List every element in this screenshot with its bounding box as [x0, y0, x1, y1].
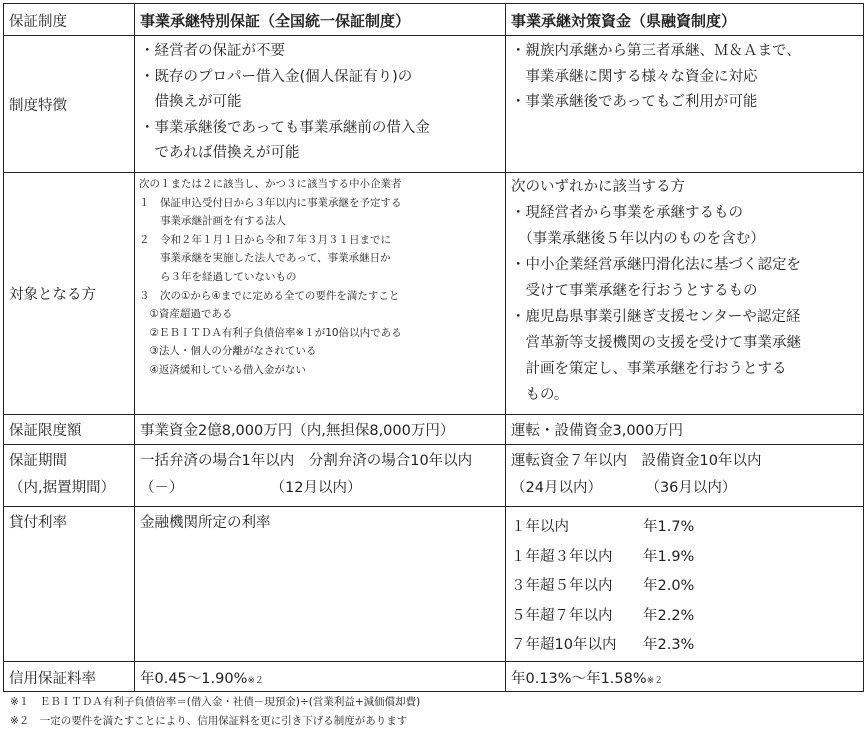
features-special-line: ・事業承継後であっても事業承継前の借入金	[140, 119, 430, 136]
rate-item: １年超３年以内 年1.9%	[511, 548, 695, 565]
target-prefecture-line: もの。	[511, 387, 569, 403]
features-special-line: ・既存のプロパー借入金(個人保証有り)の	[140, 68, 413, 85]
limit-row	[4, 415, 864, 445]
target-special-line: ③法人・個人の分離がなされている	[139, 345, 317, 358]
features-label: 制度特徴	[4, 36, 135, 173]
header-row	[4, 4, 864, 36]
rate-prefecture	[506, 507, 864, 662]
features-prefecture-line: ・事業承継後であってもご利用が可能	[511, 94, 758, 110]
target-special-line: ①資産超過である	[139, 308, 233, 321]
period-prefecture	[506, 445, 864, 507]
rate-item: １年以内 年1.7%	[511, 519, 695, 535]
target-prefecture-line: 受けて事業承継を行おうとするもの	[511, 283, 758, 299]
features-special-line: 借換えが可能	[140, 94, 242, 110]
fee-special-value: 年0.45～1.90%	[140, 670, 248, 687]
target-special-line: ④返済緩和している借入金がない	[139, 363, 306, 376]
features-prefecture-line: 事業承継に関する様々な資金に対応	[511, 68, 758, 85]
fee-prefecture-value: 年0.13%～年1.58%	[511, 670, 647, 687]
target-special-line: ②ＥＢＩＴＤＡ有利子負債倍率※１が10倍以内である	[139, 326, 402, 339]
features-prefecture-line: ・親族内承継から第三者承継、Ｍ＆Ａまで、	[511, 43, 801, 59]
rate-item: ７年超10年以内 年2.3%	[511, 637, 695, 653]
header-prefecture-fund: 事業承継対策資金（県融資制度）	[506, 4, 864, 36]
target-prefecture-line: 次のいずれかに該当する方	[511, 179, 685, 195]
target-row	[4, 173, 864, 415]
features-prefecture	[506, 36, 864, 173]
footnote-2: ※２ 一定の要件を満たすことにより、信用保証料を更に引き下げる制度があります	[10, 715, 408, 727]
target-special-line: 事業承継計画を有する法人	[139, 215, 286, 228]
header-special-guarantee: 事業承継特別保証（全国統一保証制度）	[135, 4, 506, 36]
period-special-line: （－） （12月以内）	[140, 480, 362, 496]
fee-prefecture	[506, 661, 864, 691]
target-special-line: ら３年を経過していないもの	[139, 270, 297, 283]
limit-special: 事業資金2億8,000万円（内,無担保8,000万円）	[135, 415, 506, 445]
rate-label: 貸付利率	[4, 507, 135, 662]
target-prefecture-line: ・鹿児島県事業引継ぎ支援センターや認定経	[511, 309, 801, 325]
period-sublabel: （内,据置期間）	[9, 480, 116, 496]
target-special-line: 次の１または２に該当し、かつ３に該当する中小企業者	[139, 178, 402, 190]
limit-prefecture: 運転・設備資金3,000万円	[506, 415, 864, 445]
rate-special: 金融機関所定の利率	[135, 507, 506, 662]
rate-item: ３年超５年以内 年2.0%	[511, 578, 695, 594]
period-label-cell	[4, 445, 135, 507]
fee-prefecture-note-ref: ※２	[646, 675, 664, 686]
period-row	[4, 445, 864, 507]
target-prefecture-line: ・現経営者から事業を承継するもの	[511, 205, 743, 221]
target-prefecture-line: （事業承継後５年以内のものを含む）	[511, 231, 765, 247]
target-special	[135, 173, 506, 415]
limit-label: 保証限度額	[4, 415, 135, 445]
rate-row	[4, 507, 864, 662]
fee-row	[4, 661, 864, 691]
target-prefecture-line: ・中小企業経営承継円滑化法に基づく認定を	[511, 257, 801, 273]
target-special-line: １ 保証申込受付日から３年以内に事業承継を予定する	[139, 196, 402, 209]
target-prefecture	[506, 173, 864, 415]
target-prefecture-line: 計画を策定し、事業承継を行おうとする	[511, 361, 787, 377]
features-special-line: ・経営者の保証が不要	[140, 43, 285, 59]
period-prefecture-line: 運転資金７年以内 設備資金10年以内	[511, 453, 762, 469]
guarantee-comparison-table	[3, 3, 864, 692]
features-special-line: であれば借換えが可能	[140, 145, 300, 161]
header-system: 保証制度	[4, 4, 135, 36]
fee-special	[135, 661, 506, 691]
target-label: 対象となる方	[4, 173, 135, 415]
period-special	[135, 445, 506, 507]
period-prefecture-line: （24月以内） （36月以内）	[511, 480, 737, 496]
period-label: 保証期間	[9, 453, 67, 469]
period-special-line: 一括弁済の場合1年以内 分割弁済の場合10年以内	[140, 453, 473, 469]
features-special	[135, 36, 506, 173]
rate-item: ５年超７年以内 年2.2%	[511, 607, 695, 624]
footnote-1: ※１ ＥＢＩＴＤＡ有利子負債倍率＝(借入金・社債－現預金)÷(営業利益+減価償却費)	[10, 696, 421, 708]
target-special-line: ３ 次の①から④までに定める全ての要件を満たすこと	[139, 289, 400, 302]
target-special-line: ２ 令和２年１月１日から令和７年３月３１日までに	[139, 233, 391, 246]
target-special-line: 事業承継を実施した法人であって、事業承継日か	[139, 252, 391, 265]
target-prefecture-line: 営革新等支援機関の支援を受けて事業承継	[511, 335, 801, 351]
features-row	[4, 36, 864, 173]
fee-special-note-ref: ※２	[247, 675, 264, 686]
fee-label: 信用保証料率	[4, 661, 135, 691]
